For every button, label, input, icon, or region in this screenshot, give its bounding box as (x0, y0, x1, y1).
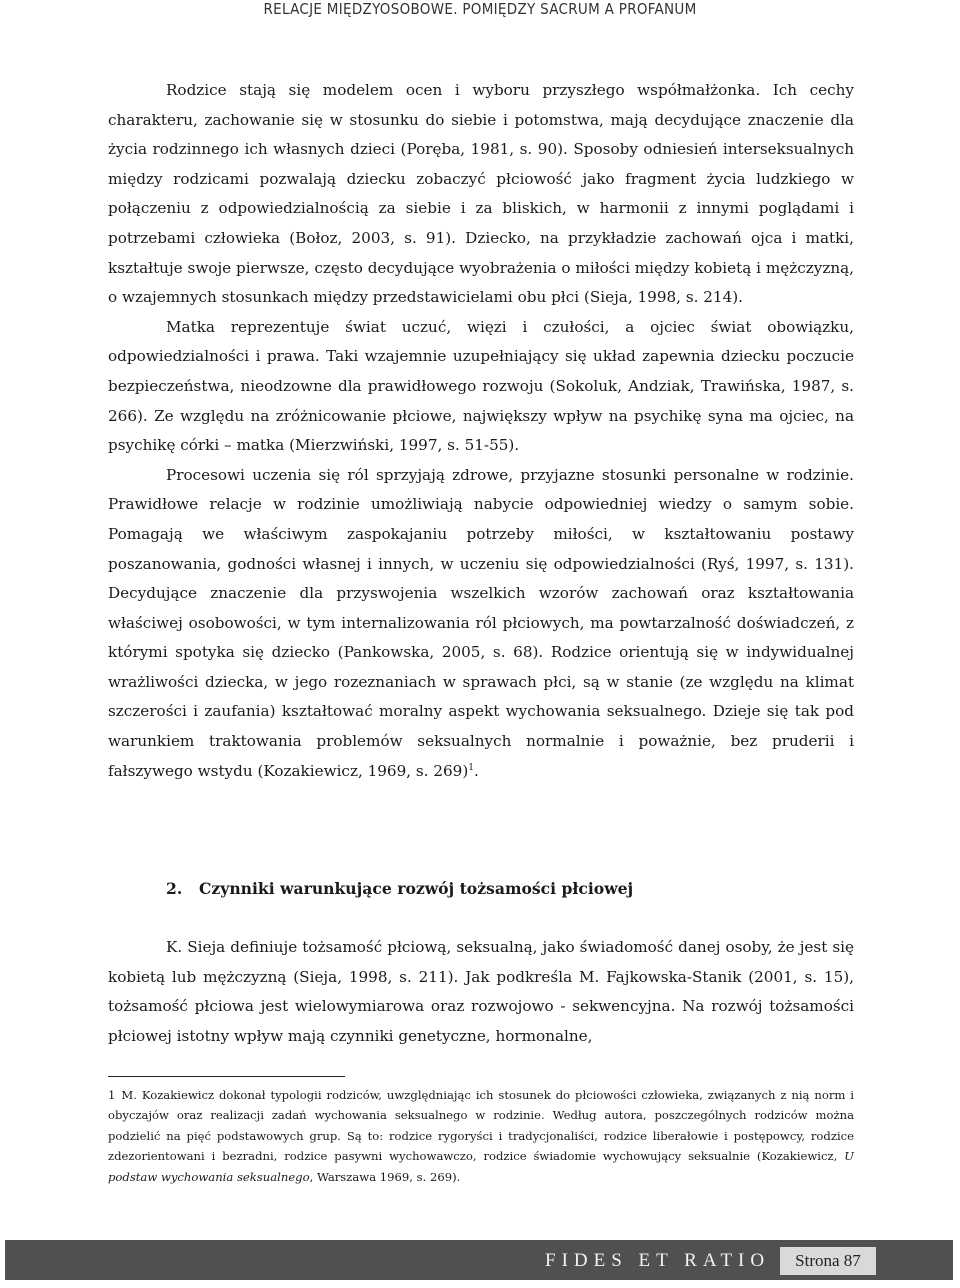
body-text (108, 76, 854, 786)
footnote-publication: , Warszawa 1969, s. 269). (309, 1169, 461, 1184)
footnote-book-title: U podstaw wychowania seksualnego (108, 1149, 854, 1184)
paragraph-3-text: Procesowi uczenia się ról sprzyjają zdrowe, przyjazne stosunki personalne w rodzinie. Prawidłowe relacje w rodzinie umożliwiają nabycie odpowiedniej wiedzy o samym sobie. Pomagają we właściwym zaspokajaniu potrzeby miłości, w kształtowaniu postawy poszanowania, godności własnej i innych, w uczeniu się odpowiedzialności (Ryś, 1997, s. 131). Decydujące znaczenie dla przyswojenia wszelkich wzorów zachowań oraz kształtowania właściwej osobowości, w tym internalizowania ról płciowych, ma powtarzalność doświadczeń, z którymi spotyka się dziecko (Pankowska, 2005, s. 68). Rodzice orientują się w indywidualnej wrażliwości dziecka, w jego rozeznaniach w sprawach płci, są w stanie (ze względu na klimat szczerości i zaufania) kształtować moralny aspekt wychowania seksualnego. Dzieje się tak pod warunkiem traktowania problemów seksualnych normalnie i poważnie, bez pruderii i fałszywego wstydu (Kozakiewicz, 1969, s. 269) (108, 465, 854, 780)
footnote-number: 1 (108, 1088, 116, 1102)
section-title: Czynniki warunkujące rozwój tożsamości płciowej (199, 879, 634, 898)
section-number: 2. (166, 879, 183, 898)
section-paragraph: K. Sieja definiuje tożsamość płciową, seksualną, jako świadomość danej osoby, że jest się kobietą lub mężczyzną (Sieja, 1998, s. 211). Jak podkreśla M. Fajkowska-Stanik (2001, s. 15), tożsamość płciowa jest wielowymiarowa oraz rozwojowo - sekwencyjna. Na rozwój tożsamości płciowej istotny wpływ mają czynniki genetyczne, hormonalne, (108, 938, 854, 1045)
footnote (108, 1085, 854, 1187)
footnote-reference[interactable]: 1 (468, 762, 474, 773)
section-text (108, 933, 854, 1051)
footer-brand: FIDES ET RATIO (545, 1250, 771, 1271)
paragraph-3-end: . (474, 761, 479, 780)
paragraph-3 (108, 461, 854, 787)
page-number-badge: Strona 87 (780, 1247, 876, 1275)
running-header: RELACJE MIĘDZYOSOBOWE. POMIĘDZY SACRUM A PROFANUM (263, 0, 697, 18)
paragraph-2: Matka reprezentuje świat uczuć, więzi i czułości, a ojciec świat obowiązku, odpowiedzialności i prawa. Taki wzajemnie uzupełniający się układ zapewnia dziecku poczucie bezpieczeństwa, nieodzowne dla prawidłowego rozwoju (Sokoluk, Andziak, Trawińska, 1987, s. 266). Ze względu na zróżnicowanie płciowe, największy wpływ na psychikę syna ma ojciec, na psychikę córki – matka (Mierzwiński, 1997, s. 51-55). (108, 317, 854, 455)
footnote-text: M. Kozakiewicz dokonał typologii rodziców, uwzględniając ich stosunek do płciowości człowieka, związanych z nią norm i obyczajów oraz realizacji zadań wychowania seksualnego w rodzinie. Według autora, poszczególnych rodziców można podzielić na pięć podstawowych grup. Są to: rodzice rygoryści i tradycjonaliści, rodzice liberałowie i postępowcy, rodzice zdezorientowani i bezradni, rodzice pasywni wychowawczo, rodzice świadomie wychowujący seksualnie (Kozakiewicz, (108, 1088, 854, 1164)
footnote-divider (108, 1076, 345, 1077)
section-heading (166, 878, 633, 900)
paragraph-1: Rodzice stają się modelem ocen i wyboru przyszłego współmałżonka. Ich cechy charakteru, zachowanie się w stosunku do siebie i potomstwa, mają decydujące znaczenie dla życia rodzinnego ich własnych dzieci (Poręba, 1981, s. 90). Sposoby odniesień interseksualnych między rodzicami pozwalają dziecku zobaczyć płciowość jako fragment życia ludzkiego w połączeniu z odpowiedzialnością za siebie i za bliskich, w harmonii z innymi poglądami i potrzebami człowieka (Bołoz, 2003, s. 91). Dziecko, na przykładzie zachowań ojca i matki, kształtuje swoje pierwsze, często decydujące wyobrażenia o miłości między kobietą i mężczyzną, o wzajemnych stosunkach między przedstawicielami obu płci (Sieja, 1998, s. 214). (108, 81, 854, 307)
